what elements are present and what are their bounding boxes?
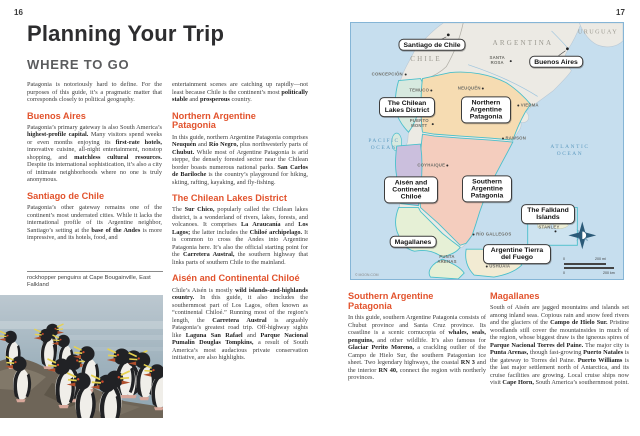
intro-continued-paragraph: entertainment scenes are catching up rapidly—not least because Chile is the continent’s most politically stable and prosperous country. bbox=[172, 81, 308, 103]
intro-paragraph: Patagonia is notoriously hard to define. For the purposes of this guide, it’s a pragmatic matter that corresponds closely to political geography. bbox=[27, 81, 162, 103]
map-town-punta-arenas: PUNTA ARENAS bbox=[437, 254, 457, 264]
scale-bar-miles bbox=[564, 263, 606, 265]
town-marker-dot bbox=[482, 88, 484, 90]
page-number-left: 16 bbox=[14, 8, 23, 17]
heading-magallanes: Magallanes bbox=[490, 291, 540, 301]
country-label-uruguay: URUGUAY bbox=[577, 28, 619, 36]
right-column-2 bbox=[490, 292, 629, 387]
paragraph-buenos-aires: Patagonia’s primary gateway is also South America’s highest-profile capital. Many visitors spend weeks or even months enjoying its first-rate hotels, innovative cuisine, all-night entertainment, nonstop shopping, and matchless cultural resources. Despite its international sophistication, it’s also a city of intimate neighborhoods where no one is truly anonymous. bbox=[27, 123, 162, 184]
page-title: Planning Your Trip bbox=[27, 21, 225, 46]
heading-buenos-aires: Buenos Aires bbox=[27, 110, 86, 121]
heading-northern-argentine-patagonia: Northern Argentine Patagonia bbox=[172, 110, 256, 131]
left-column-1 bbox=[27, 81, 162, 242]
map-town-santa-rosa: SANTA ROSA bbox=[487, 56, 512, 66]
map-callout-buenos-aires: Buenos Aires bbox=[529, 56, 583, 68]
town-marker-dot bbox=[509, 60, 511, 62]
ocean-label-pacific: PACIFIC OCEAN bbox=[368, 138, 400, 151]
map-town-ushuaia: USHUAIA bbox=[486, 265, 510, 270]
caption-divider bbox=[27, 271, 163, 272]
town-marker-dot bbox=[431, 123, 433, 125]
map-town-puerto-montt: PUERTO MONTT bbox=[409, 119, 434, 129]
paragraph-magallanes: South of Aisén are jagged mountains and islands set among inland seas. Copious rain and snow feed rivers and the glaciers of the Campo de Hielo Sur. Pristine woodlands still cover the mountainsides in much of the region, whose biggest draw is the igneous spires of Parque Nacional Torres del Paine. The major city is Punta Arenas, though fast-growing Puerto Natales is the gateway to Torres del Paine. Puerto Williams is the last major settlement north of Antarctica, and its cruise facilities are growing. Local cruise ships now visit Cape Horn, South America’s southernmost point. bbox=[490, 304, 630, 387]
map-callout-tierra-del-fuego: Argentine Tierra del Fuego bbox=[483, 244, 551, 264]
map-callout-northern-argentine: Northern Argentine Patagonia bbox=[461, 96, 511, 123]
map-town-rio-gallegos: RÍO GALLEGOS bbox=[473, 233, 512, 238]
paragraph-santiago: Patagonia’s other gateway remains one of the continent’s most underrated cities. While it lacks the international profile of its Argentine neighbor, Santiago’s setting at the base of the Andes is more impressive, and its hotels, food, and bbox=[27, 204, 162, 242]
map-credit: © MOON.COM bbox=[355, 273, 379, 277]
town-marker-dot bbox=[404, 74, 406, 76]
heading-southern-argentine-patagonia: Southern Argentine Patagonia bbox=[348, 291, 434, 311]
heading-chilean-lakes-district: The Chilean Lakes District bbox=[172, 193, 287, 204]
page-number-right: 17 bbox=[616, 8, 625, 17]
map-callout-magallanes: Magallanes bbox=[390, 236, 437, 248]
map-callout-santiago: Santiago de Chile bbox=[398, 39, 465, 51]
heading-santiago: Santiago de Chile bbox=[27, 190, 105, 201]
scale-200-mi: 200 mi bbox=[595, 257, 606, 261]
country-label-argentina: ARGENTINA bbox=[492, 39, 554, 47]
town-marker-dot bbox=[473, 234, 475, 236]
map-town-coyhaique: COYHAIQUE bbox=[417, 164, 448, 169]
map-callout-southern-argentine: Southern Argentine Patagonia bbox=[462, 175, 512, 202]
map-town-stanley: STANLEY bbox=[538, 224, 560, 230]
buenos-aires-city-dot bbox=[566, 47, 569, 50]
patagonia-region-map bbox=[350, 22, 624, 280]
section-title-where-to-go: WHERE TO GO bbox=[27, 57, 130, 72]
paragraph-aisen: Chile’s Aisén is mostly wild islands-and-highlands country. In this guide, it also includes the southernmost part of Los Lagos, often known as “continental Chiloé.” Running most of the region’s length, the Carretera Austral is arguably Patagonia’s greatest road trip. Off-highway sights like Laguna San Rafael and Parque Nacional Pumalín Douglas Tompkins, a result of South America’s most audacious private conservation initiative, are also highlights. bbox=[172, 286, 309, 362]
map-town-concepcion: CONCEPCIÓN bbox=[372, 73, 407, 78]
map-town-temuco: TEMUCO bbox=[409, 89, 432, 94]
heading-aisen: Aisén and Continental Chiloé bbox=[172, 273, 300, 284]
penguins-photo bbox=[0, 295, 163, 418]
paragraph-lakes: The Sur Chico, popularly called the Chilean lakes district, is a wonderland of rivers, lakes, forests, and volcanoes. It comprises La Araucanía and Los Lagos; the latter includes the Chiloé archipelago. It is common to cross the Andes into Argentine Patagonia here. It’s also the official starting point for the Carretera Austral, the southern highway that links parts of southern Chile to the mainland. bbox=[172, 206, 308, 266]
country-label-chile: CHILE bbox=[410, 55, 442, 63]
town-marker-dot bbox=[431, 90, 433, 92]
map-callout-chilean-lakes: The Chilean Lakes District bbox=[379, 97, 435, 117]
right-column-1 bbox=[348, 292, 486, 382]
map-callout-aisen: Aisén and Continental Chiloé bbox=[384, 176, 438, 203]
scale-200-km: 200 km bbox=[603, 271, 615, 275]
stanley-city-dot bbox=[555, 230, 557, 232]
town-marker-dot bbox=[502, 138, 504, 140]
town-marker-dot bbox=[517, 105, 519, 107]
ocean-label-atlantic: ATLANTIC OCEAN bbox=[550, 144, 590, 157]
scale-zero-mi: 0 bbox=[563, 257, 565, 261]
scale-bar-km bbox=[564, 267, 614, 269]
map-town-viedma: VIEDMA bbox=[517, 104, 538, 109]
town-marker-dot bbox=[486, 266, 488, 268]
penguins-illustration bbox=[0, 295, 163, 418]
map-town-rawson: RAWSON bbox=[502, 137, 526, 142]
town-marker-dot bbox=[447, 165, 449, 167]
paragraph-northern: In this guide, northern Argentine Patagonia comprises Neuquén and Río Negro, plus northwesterly parts of Chubut. While most of Argentine Patagonia is arid steppe, the densely forested sector near the Chilean border boasts numerous national parks. San Carlos de Bariloche is the country’s playground for hiking, skiing, rafting, kayaking, and fly-fishing. bbox=[172, 133, 308, 186]
left-column-2 bbox=[172, 81, 308, 362]
santiago-city-dot bbox=[447, 34, 450, 37]
paragraph-southern: In this guide, southern Argentine Patagonia consists of Chubut province and Santa Cruz province. Its coastline is a scenic cornucopia of whales, seals, penguins, and other wildlife. It’s also famous for Glaciar Perito Moreno, a crackling outlier of the Campo de Hielo Sur, the southern Patagonian ice sheet. Two legendary highways, the coastal RN 3 and the interior RN 40, connect the region with northerly provinces. bbox=[348, 314, 486, 382]
scale-zero-km: 0 bbox=[563, 271, 565, 275]
map-callout-falkland: The Falkland Islands bbox=[521, 204, 575, 224]
map-town-neuquen: NEUQUÉN bbox=[458, 87, 484, 92]
photo-caption: rockhopper penguins at Cape Bougainville, East Falkland bbox=[27, 275, 151, 288]
